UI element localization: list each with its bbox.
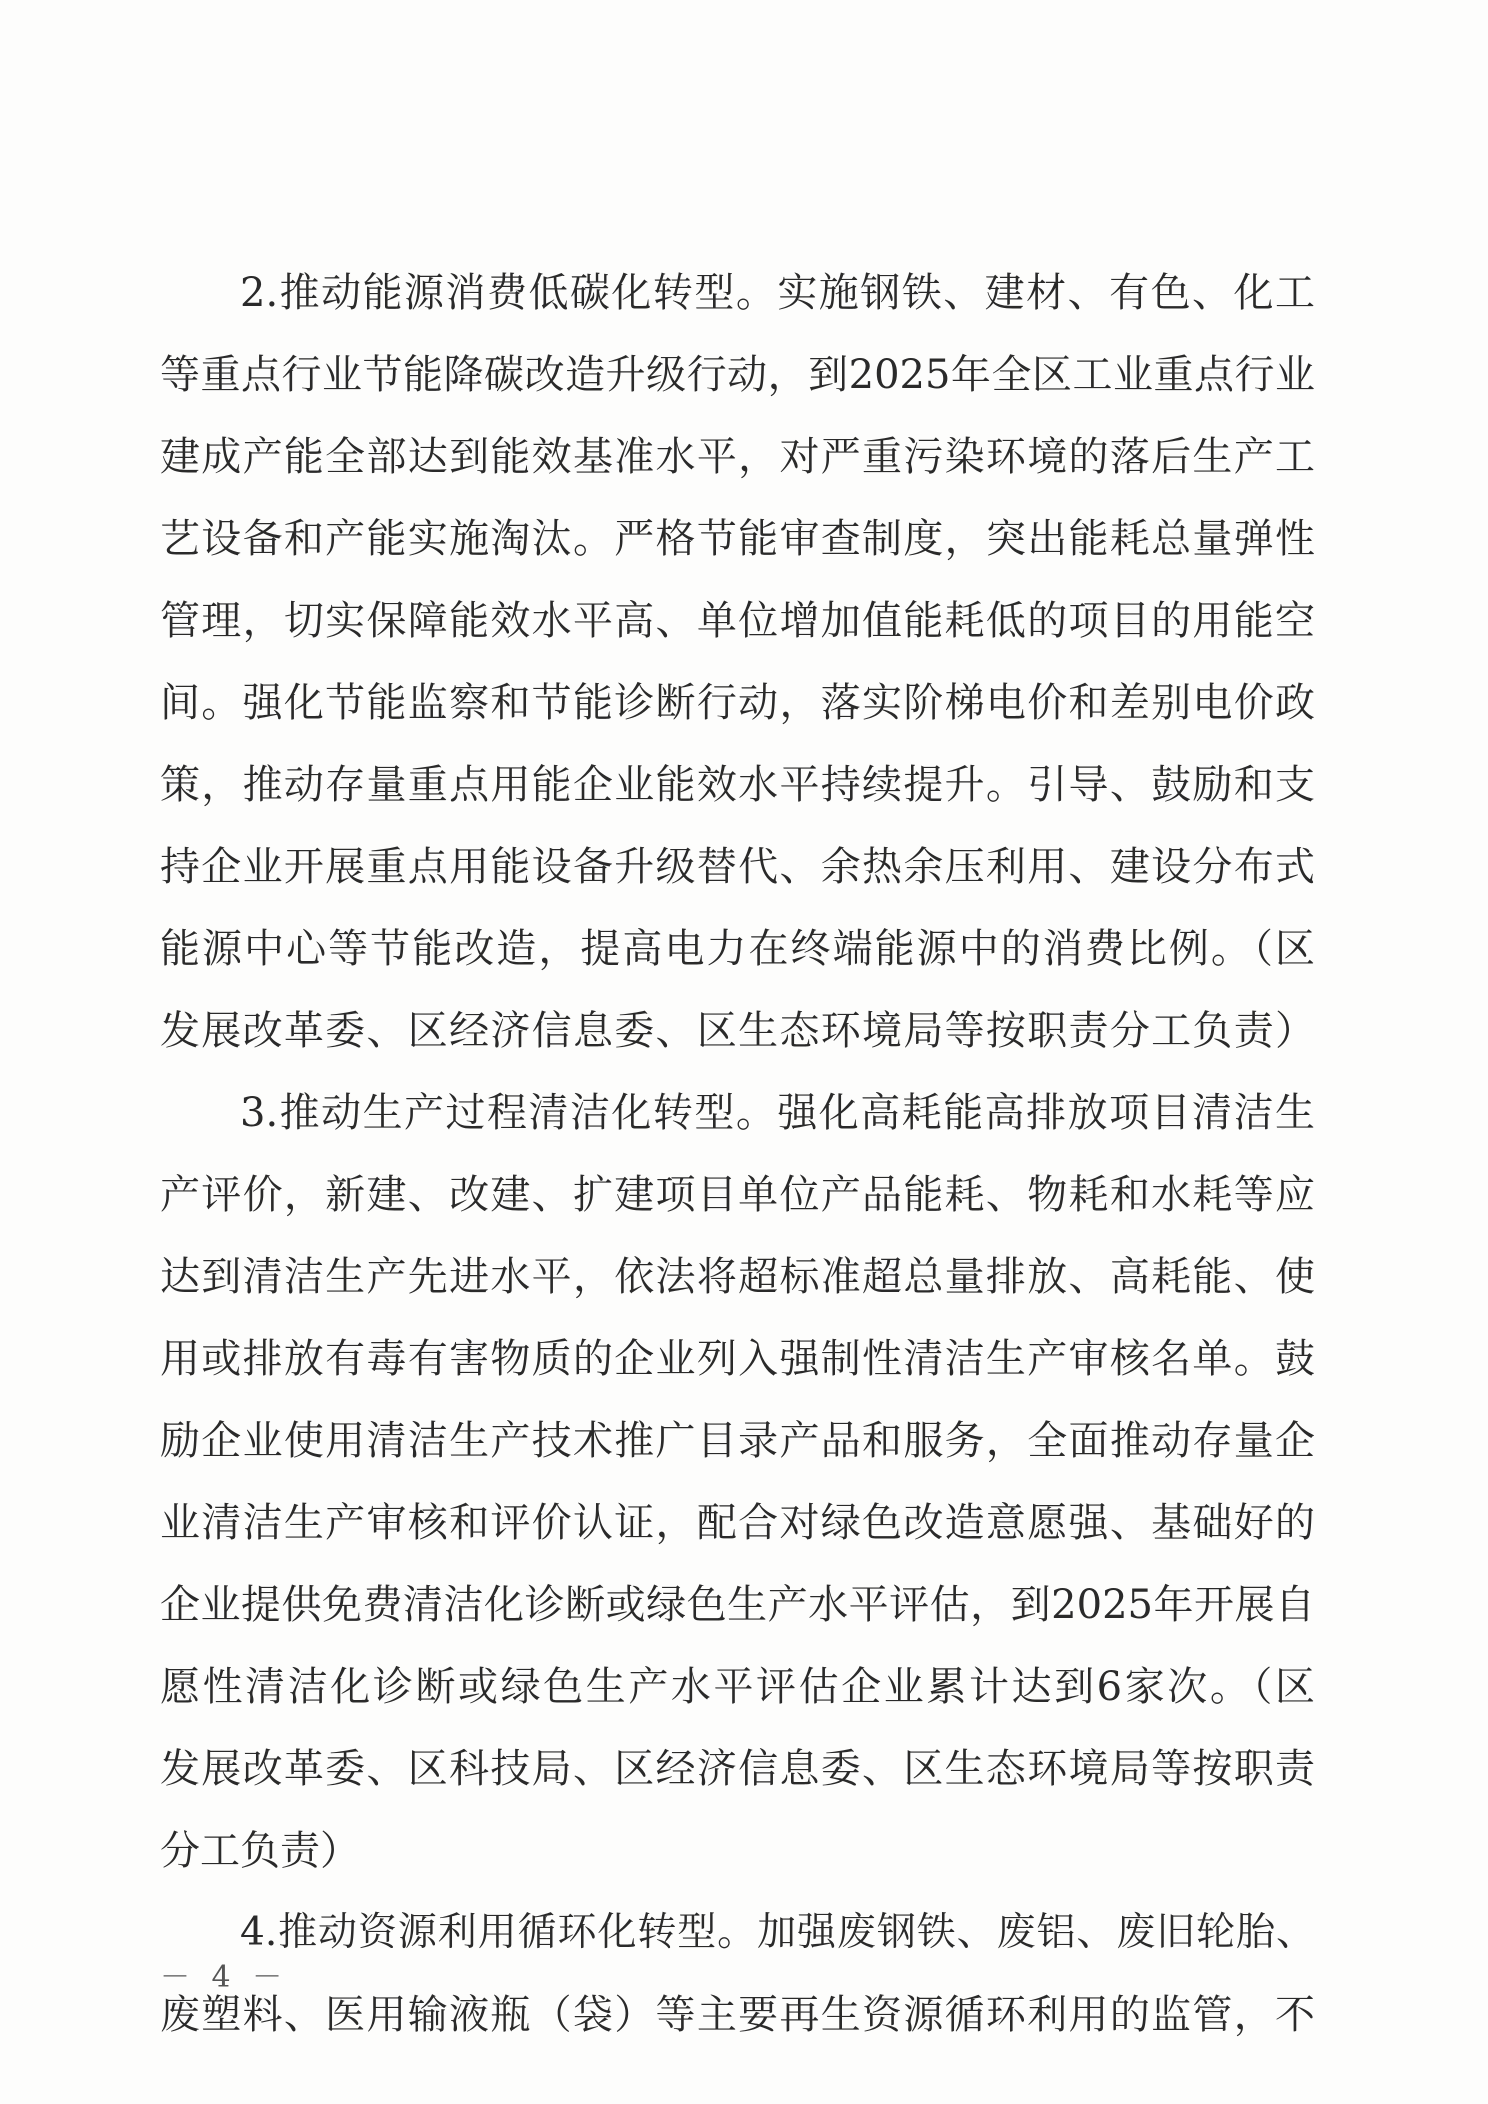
paragraph-3-line-2: 产评价，新建、改建、扩建项目单位产品能耗、物耗和水耗等应 [160, 1172, 1315, 1218]
paragraph-3-line-4: 用或排放有毒有害物质的企业列入强制性清洁生产审核名单。鼓 [160, 1336, 1315, 1382]
page-number: － 4 － [160, 1960, 289, 1995]
paragraph-4-line-2: 废塑料、医用输液瓶（袋）等主要再生资源循环利用的监管，不 [160, 1992, 1315, 2038]
paragraph-2-line-4: 艺设备和产能实施淘汰。严格节能审查制度，突出能耗总量弹性 [160, 516, 1315, 562]
paragraph-2-line-10: 发展改革委、区经济信息委、区生态环境局等按职责分工负责） [160, 1008, 1315, 1054]
paragraph-4-line-1: 4.推动资源利用循环化转型。加强废钢铁、废铝、废旧轮胎、 [240, 1910, 1315, 1955]
paragraph-3-line-1: 3.推动生产过程清洁化转型。强化高耗能高排放项目清洁生 [240, 1090, 1315, 1136]
paragraph-3-line-7: 企业提供免费清洁化诊断或绿色生产水平评估，到2025年开展自 [160, 1582, 1315, 1628]
paragraph-2-line-7: 策，推动存量重点用能企业能效水平持续提升。引导、鼓励和支 [160, 762, 1315, 808]
body-text [160, 252, 1315, 2056]
paragraph-2-line-2: 等重点行业节能降碳改造升级行动，到2025年全区工业重点行业 [160, 352, 1315, 398]
paragraph-2-line-9: 能源中心等节能改造，提高电力在终端能源中的消费比例。（区 [160, 926, 1315, 972]
paragraph-3-line-10: 分工负责） [160, 1828, 360, 1874]
paragraph-3-line-3: 达到清洁生产先进水平，依法将超标准超总量排放、高耗能、使 [160, 1254, 1315, 1300]
paragraph-2-line-8: 持企业开展重点用能设备升级替代、余热余压利用、建设分布式 [160, 844, 1315, 890]
paragraph-3-line-5: 励企业使用清洁生产技术推广目录产品和服务，全面推动存量企 [160, 1418, 1315, 1464]
paragraph-3-line-6: 业清洁生产审核和评价认证，配合对绿色改造意愿强、基础好的 [160, 1500, 1315, 1546]
paragraph-3-line-9: 发展改革委、区科技局、区经济信息委、区生态环境局等按职责 [160, 1746, 1315, 1792]
paragraph-3-line-8: 愿性清洁化诊断或绿色生产水平评估企业累计达到6家次。（区 [160, 1664, 1315, 1710]
paragraph-2-line-5: 管理，切实保障能效水平高、单位增加值能耗低的项目的用能空 [160, 598, 1315, 644]
paragraph-2-line-6: 间。强化节能监察和节能诊断行动，落实阶梯电价和差别电价政 [160, 680, 1315, 726]
paragraph-2-line-3: 建成产能全部达到能效基准水平，对严重污染环境的落后生产工 [160, 434, 1315, 480]
paragraph-2-line-1: 2.推动能源消费低碳化转型。实施钢铁、建材、有色、化工 [240, 270, 1315, 316]
